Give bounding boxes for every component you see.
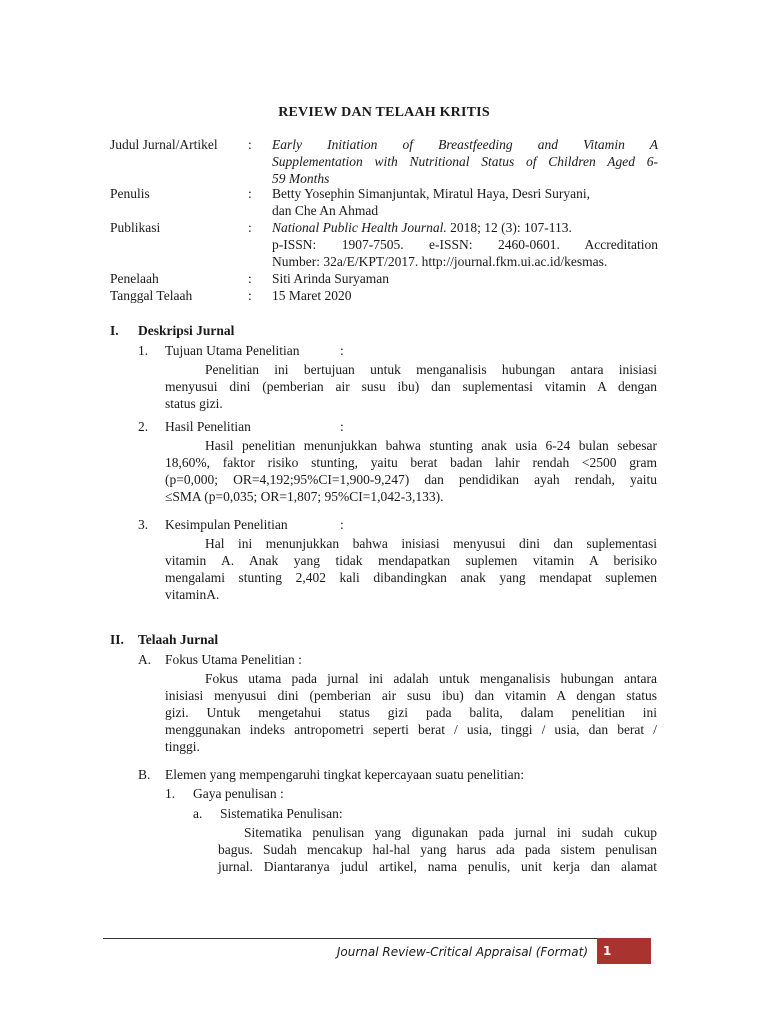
meta-publikasi-line: p-ISSN: 1907-7505. e-ISSN: 2460-0601. Accreditation bbox=[272, 237, 658, 252]
item-2-colon: : bbox=[340, 419, 344, 434]
meta-penulis-line: Betty Yosephin Simanjuntak, Miratul Haya, Desri Suryani, bbox=[272, 186, 590, 201]
item-3-number: 3. bbox=[138, 517, 149, 532]
paragraph-line: status gizi. bbox=[165, 396, 223, 411]
paragraph-line: vitamin A. Anak yang tidak mendapatkan suplemen vitamin A berisiko bbox=[165, 553, 657, 568]
paragraph-line: mengalami stunting 2,402 kali dibandingkan anak yang mendapat suplemen bbox=[165, 570, 657, 585]
footer-text: Journal Review-Critical Appraisal (Format) bbox=[336, 945, 588, 959]
section-2-title: Telaah Jurnal bbox=[138, 632, 219, 647]
meta-publikasi-value bbox=[272, 219, 658, 270]
page-title: REVIEW DAN TELAAH KRITIS bbox=[278, 105, 490, 120]
subitem-1-label: Gaya penulisan : bbox=[193, 786, 284, 801]
paragraph-line: tinggi. bbox=[165, 739, 200, 754]
item-3-paragraph bbox=[165, 535, 657, 603]
item-1-colon: : bbox=[340, 343, 344, 358]
item-2-label: Hasil Penelitian bbox=[165, 419, 251, 434]
meta-penulis bbox=[110, 185, 660, 219]
item-1-number: 1. bbox=[138, 343, 149, 358]
paragraph-line: (p=0,000; OR=4,192;95%CI=1,900-9,247) dan pendidikan ayah rendah, yaitu bbox=[165, 472, 657, 487]
meta-publikasi-label: Publikasi bbox=[110, 220, 161, 235]
meta-tanggal-label: Tanggal Telaah bbox=[110, 288, 193, 303]
subitem-a-label: Sistematika Penulisan: bbox=[220, 806, 343, 821]
meta-judul-value bbox=[272, 136, 658, 187]
meta-judul-label: Judul Jurnal/Artikel bbox=[110, 137, 218, 152]
item-1-paragraph bbox=[165, 361, 657, 412]
meta-penulis-value bbox=[272, 185, 658, 219]
item-2-paragraph bbox=[165, 437, 657, 505]
paragraph-line: vitaminA. bbox=[165, 587, 220, 602]
meta-publikasi bbox=[110, 219, 660, 270]
journal-name: National Public Health Journal. bbox=[272, 220, 447, 235]
paragraph-line: gizi. Untuk mengetahui status gizi pada balita, dalam penelitian ini bbox=[165, 705, 657, 720]
meta-judul-line: Early Initiation of Breastfeeding and Vitamin A bbox=[272, 137, 658, 152]
item-2-number: 2. bbox=[138, 419, 149, 434]
item-1-label: Tujuan Utama Penelitian bbox=[165, 343, 300, 358]
journal-citation: 2018; 12 (3): 107-113. bbox=[446, 220, 572, 235]
meta-colon: : bbox=[248, 186, 252, 201]
subitem-a-number: a. bbox=[193, 806, 203, 821]
meta-colon: : bbox=[248, 137, 252, 152]
item-3-colon: : bbox=[340, 517, 344, 532]
paragraph-line: 18,60%, faktor risiko stunting, yaitu berat badan lahir rendah <2500 gram bbox=[165, 455, 657, 470]
item-3-label: Kesimpulan Penelitian bbox=[165, 517, 288, 532]
paragraph-line: Hasil penelitian menunjukkan bahwa stunting anak usia 6-24 bulan sebesar bbox=[205, 438, 657, 453]
meta-publikasi-journal-line bbox=[272, 219, 658, 236]
meta-tanggal bbox=[110, 287, 660, 304]
paragraph-line: jurnal. Diantaranya judul artikel, nama penulis, unit kerja dan alamat bbox=[218, 859, 657, 874]
paragraph-line: bagus. Sudah mencakup hal-hal yang harus ada pada sistem penulisan bbox=[218, 842, 657, 857]
item-a-number: A. bbox=[138, 652, 152, 667]
section-1-number: I. bbox=[110, 323, 119, 338]
meta-penulis-line: dan Che An Ahmad bbox=[272, 203, 379, 218]
meta-penelaah-value: Siti Arinda Suryaman bbox=[272, 271, 389, 286]
subitem-a-paragraph bbox=[218, 824, 657, 875]
meta-penelaah bbox=[110, 270, 660, 287]
meta-tanggal-value: 15 Maret 2020 bbox=[272, 288, 352, 303]
section-2-number: II. bbox=[110, 632, 124, 647]
paragraph-line: Hal ini menunjukkan bahwa inisiasi menyusui dini dan suplementasi bbox=[205, 536, 657, 551]
subitem-1-number: 1. bbox=[165, 786, 176, 801]
meta-colon: : bbox=[248, 288, 252, 303]
meta-judul-line: Supplementation with Nutritional Status of Children Aged 6- bbox=[272, 154, 658, 169]
meta-penulis-label: Penulis bbox=[110, 186, 150, 201]
meta-judul bbox=[110, 136, 660, 187]
meta-publikasi-line: Number: 32a/E/KPT/2017. http://journal.fkm.ui.ac.id/kesmas. bbox=[272, 254, 608, 269]
meta-penelaah-label: Penelaah bbox=[110, 271, 159, 286]
paragraph-line: menyusui dini (pemberian air susu ibu) dan suplementasi vitamin A dengan bbox=[165, 379, 657, 394]
item-b-label: Elemen yang mempengaruhi tingkat kepercayaan suatu penelitian: bbox=[165, 767, 525, 782]
footer-rule bbox=[103, 938, 597, 939]
item-a-label: Fokus Utama Penelitian : bbox=[165, 652, 302, 667]
meta-colon: : bbox=[248, 271, 252, 286]
item-b-number: B. bbox=[138, 767, 151, 782]
section-1-title: Deskripsi Jurnal bbox=[138, 323, 235, 338]
page-number-badge: 1 bbox=[597, 938, 651, 964]
paragraph-line: Fokus utama pada jurnal ini adalah untuk menganalisis hubungan antara bbox=[205, 671, 657, 686]
paragraph-line: inisiasi menyusui dini (pemberian air susu ibu) dan vitamin A dengan status bbox=[165, 688, 657, 703]
paragraph-line: Penelitian ini bertujuan untuk menganalisis hubungan antara inisiasi bbox=[205, 362, 657, 377]
meta-judul-line: 59 Months bbox=[272, 171, 330, 186]
meta-colon: : bbox=[248, 220, 252, 235]
paragraph-line: ≤SMA (p=0,035; OR=1,807; 95%CI=1,042-3,133). bbox=[165, 489, 444, 504]
item-a-paragraph bbox=[165, 670, 657, 755]
paragraph-line: menggunakan indeks antropometri seperti berat / usia, tinggi / usia, dan berat / bbox=[165, 722, 657, 737]
paragraph-line: Sitematika penulisan yang digunakan pada jurnal ini sudah cukup bbox=[244, 825, 657, 840]
